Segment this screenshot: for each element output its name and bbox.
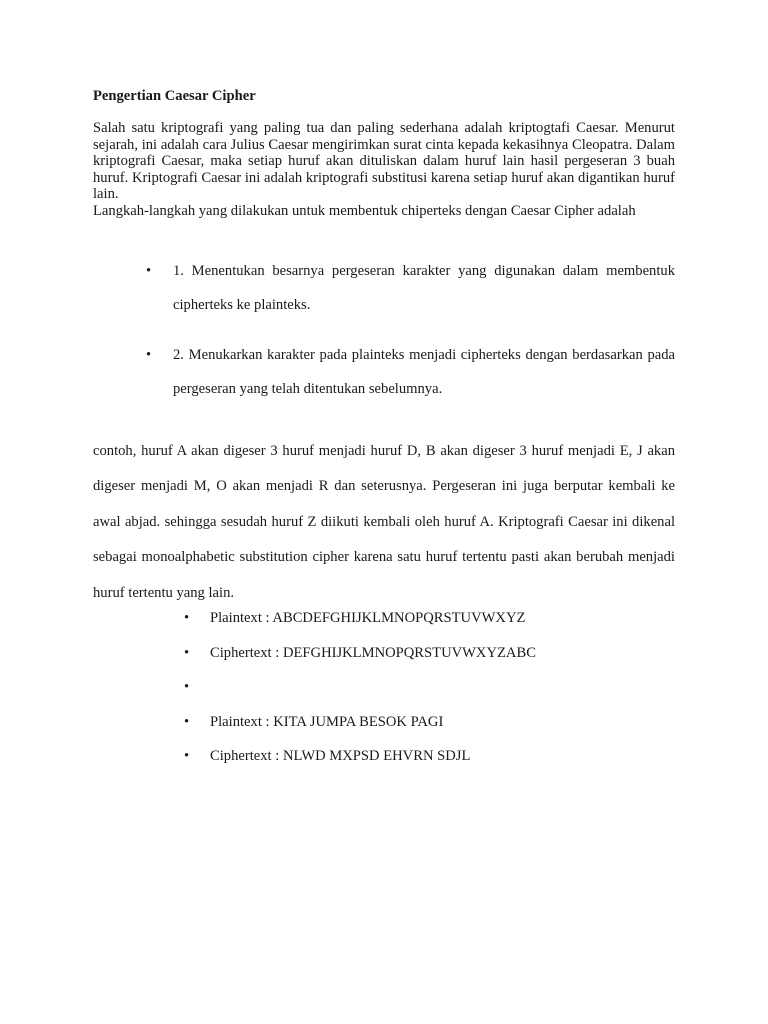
page-title: Pengertian Caesar Cipher (93, 88, 256, 104)
list-item (184, 606, 536, 641)
cipher-line: Plaintext : ABCDEFGHIJKLMNOPQRSTUVWXYZ (210, 610, 526, 626)
list-item (184, 744, 536, 779)
step-text: 2. Menukarkan karakter pada plainteks menjadi cipherteks dengan berdasarkan pada pergeseran yang telah ditentukan sebelumnya. (173, 347, 675, 397)
list-item (146, 255, 675, 322)
list-item (184, 710, 536, 745)
list-item (184, 641, 536, 676)
bullet-icon: • (146, 347, 152, 363)
intro-paragraph: Salah satu kriptografi yang paling tua dan paling sederhana adalah kriptogtafi Caesar. Menurut sejarah, ini adalah cara Julius Caesar mengirimkan surat cinta kepada kekasihnya Cleopatra. Dalam kriptografi Caesar, maka setiap huruf akan dituliskan dalam huruf lain hasil pergeseran 3 buah huruf. Kriptografi Caesar ini adalah kriptografi substitusi karena setiap huruf akan digantikan huruf lain. (93, 120, 675, 202)
cipher-line: Ciphertext : DEFGHIJKLMNOPQRSTUVWXYZABC (210, 644, 536, 661)
bullet-icon: • (146, 263, 152, 279)
example-paragraph: contoh, huruf A akan digeser 3 huruf menjadi huruf D, B akan digeser 3 huruf menjadi E, J akan digeser menjadi M, O akan menjadi R dan seterusnya. Pergeseran ini juga berputar kembali ke awal abjad. sehingga sesudah huruf Z diikuti kembali oleh huruf A. Kriptografi Caesar ini dikenal sebagai monoalphabetic substitution cipher karena satu huruf tertentu pasti akan berubah menjadi huruf tertentu yang lain. (93, 443, 675, 601)
bullet-icon: • (184, 610, 190, 626)
cipher-example-list (184, 606, 536, 779)
steps-lead-sentence: Langkah-langkah yang dilakukan untuk membentuk chiperteks dengan Caesar Cipher adalah (93, 202, 636, 219)
step-text: 1. Menentukan besarnya pergeseran karakter yang digunakan dalam membentuk cipherteks ke plainteks. (173, 263, 675, 313)
bullet-icon: • (184, 679, 190, 695)
list-item (184, 675, 536, 710)
cipher-line: Ciphertext : NLWD MXPSD EHVRN SDJL (210, 748, 471, 764)
bullet-icon: • (184, 748, 190, 764)
bullet-icon: • (184, 644, 190, 661)
intro-section (93, 120, 675, 219)
cipher-line: Plaintext : KITA JUMPA BESOK PAGI (210, 713, 444, 730)
list-item (146, 339, 675, 406)
steps-list (146, 255, 675, 423)
bullet-icon: • (184, 713, 190, 730)
